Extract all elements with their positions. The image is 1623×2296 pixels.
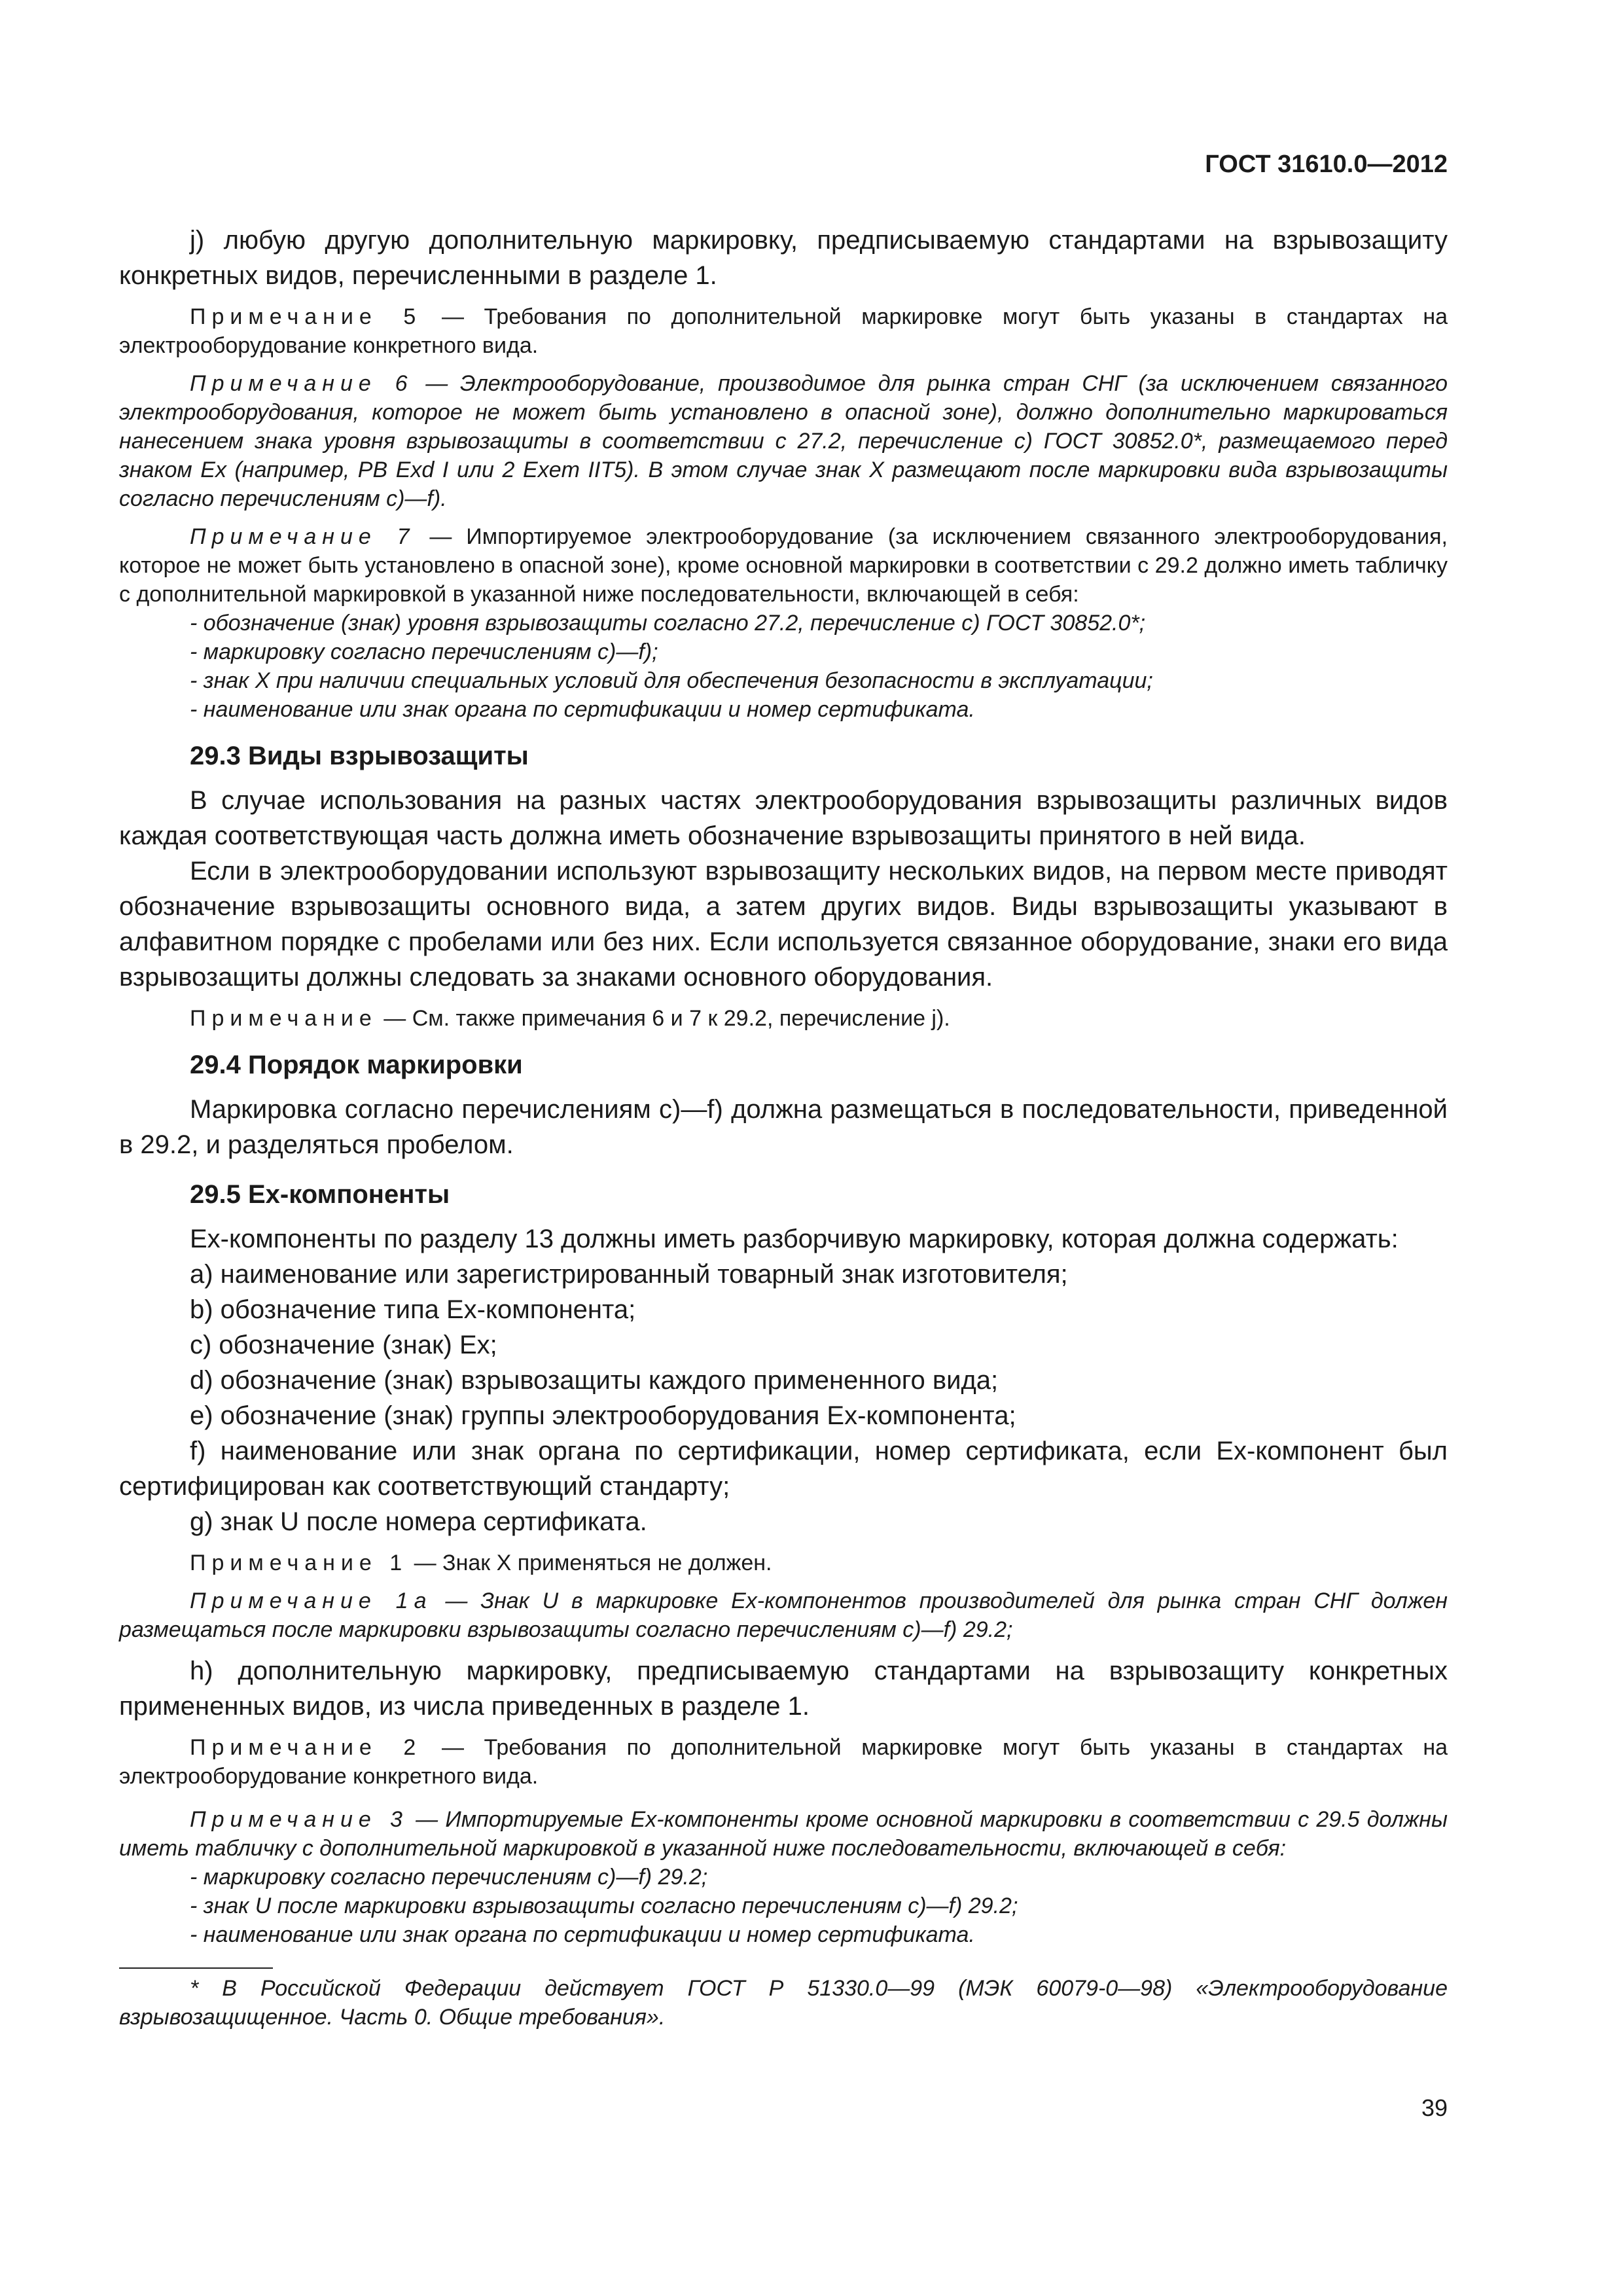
note-3-item: - маркировку согласно перечислениям с)—f) 29.2; bbox=[190, 1865, 708, 1890]
section-29-5-note-1 bbox=[119, 1549, 1448, 1577]
note-1-text: — Знак X применяться не должен. bbox=[408, 1551, 772, 1575]
section-29-3-title: 29.3 Виды взрывозащиты bbox=[190, 742, 529, 770]
section-29-3-note-text: — См. также примечания 6 и 7 к 29.2, перечисление j). bbox=[377, 1006, 950, 1031]
note-7-item: - знак X при наличии специальных условий для обеспечения безопасности в эксплуатации; bbox=[190, 668, 1153, 693]
note-7-label: Примечание 7 bbox=[190, 524, 416, 549]
note-5-label: Примечание 5 bbox=[190, 304, 422, 329]
note-7 bbox=[119, 522, 1448, 609]
section-29-5-item: c) обозначение (знак) Ex; bbox=[190, 1331, 497, 1359]
note-3-item: - знак U после маркировки взрывозащиты согласно перечислениям с)—f) 29.2; bbox=[190, 1893, 1018, 1918]
section-29-4-title: 29.4 Порядок маркировки bbox=[190, 1050, 523, 1079]
note-7-item: - обозначение (знак) уровня взрывозащиты согласно 27.2, перечисление с) ГОСТ 30852.0*; bbox=[190, 611, 1146, 636]
note-7-item: - маркировку согласно перечислениям с)—f); bbox=[190, 639, 658, 664]
note-2-text: — Требования по дополнительной маркировке могут быть указаны в стандартах на электрооборудование конкретного вида. bbox=[119, 1735, 1448, 1789]
section-29-5-item: b) обозначение типа Ex-компонента; bbox=[190, 1295, 636, 1324]
note-3-text: — Импортируемые Ex-компоненты кроме основной маркировки в соответствии с 29.5 должны иметь табличку с дополнительной маркировкой в указанной ниже последовательности, включающей в себя: bbox=[119, 1807, 1448, 1861]
note-6-text: — Электрооборудование, производимое для рынка стран СНГ (за исключением связанного электрооборудования, которое не может быть установлено в опасной зоне), должно дополнительно маркироваться нанесением знака уровня взрывозащиты в соответствии с 27.2, перечисление с) ГОСТ 30852.0*, размещаемого перед знаком Ex (например, PB Exd I или 2 Exem IIT5). В этом случае знак X размещают после маркировки вида взрывозащиты согласно перечислениям с)—f). bbox=[119, 371, 1448, 511]
section-29-5-note-3 bbox=[119, 1805, 1448, 1863]
note-5 bbox=[119, 302, 1448, 360]
section-29-5-note-2 bbox=[119, 1733, 1448, 1791]
note-6-label: Примечание 6 bbox=[190, 371, 414, 396]
section-29-3-paragraph: В случае использования на разных частях электрооборудования взрывозащиты различных видов каждая соответствующая часть должна иметь обозначение взрывозащиты принятого в ней вида. bbox=[119, 786, 1448, 850]
page-number: 39 bbox=[1421, 2094, 1448, 2121]
document-page bbox=[119, 0, 1448, 2296]
section-29-3-note-label: Примечание bbox=[190, 1006, 378, 1031]
section-29-4-paragraph: Маркировка согласно перечислениям с)—f) должна размещаться в последовательности, приведенной в 29.2, и разделяться пробелом. bbox=[119, 1095, 1448, 1159]
section-29-3-paragraph: Если в электрооборудовании используют взрывозащиту нескольких видов, на первом месте приводят обозначение взрывозащиты основного вида, а затем других видов. Виды взрывозащиты указывают в алфавитном порядке с пробелами или без них. Если используется связанное оборудование, знаки его вида взрывозащиты должны следовать за знаками основного оборудования. bbox=[119, 857, 1448, 992]
footnote: * В Российской Федерации действует ГОСТ Р 51330.0—99 (МЭК 60079-0—98) «Электрооборудование взрывозащищенное. Часть 0. Общие требования». bbox=[119, 1976, 1448, 2030]
note-2-label: Примечание 2 bbox=[190, 1735, 422, 1760]
page-content bbox=[119, 223, 1448, 2032]
section-29-5-item: f) наименование или знак органа по сертификации, номер сертификата, если Ex-компонент был сертифицирован как соответствующий стандарту; bbox=[119, 1437, 1448, 1501]
item-h: h) дополнительную маркировку, предписываемую стандартами на взрывозащиту конкретных примененных видов, из числа приведенных в разделе 1. bbox=[119, 1657, 1448, 1721]
note-6 bbox=[119, 369, 1448, 513]
note-3-item: - наименование или знак органа по сертификации и номер сертификата. bbox=[190, 1922, 975, 1947]
note-1a-text: — Знак U в маркировке Ex-компонентов производителей для рынка стран СНГ должен размещаться после маркировки взрывозащиты согласно перечислениям с)—f) 29.2; bbox=[119, 1588, 1448, 1642]
section-29-5-title: 29.5 Ex-компоненты bbox=[190, 1180, 450, 1209]
footnote-separator bbox=[119, 1967, 273, 1969]
note-1a-label: Примечание 1a bbox=[190, 1588, 433, 1613]
item-j: j) любую другую дополнительную маркировку, предписываемую стандартами на взрывозащиту конкретных видов, перечисленными в разделе 1. bbox=[119, 226, 1448, 290]
section-29-5-item: g) знак U после номера сертификата. bbox=[190, 1507, 647, 1536]
section-29-3-note bbox=[119, 1004, 1448, 1033]
note-1-label: Примечание 1 bbox=[190, 1551, 408, 1575]
note-3-label: Примечание 3 bbox=[190, 1807, 408, 1832]
note-7-item: - наименование или знак органа по сертификации и номер сертификата. bbox=[190, 697, 975, 722]
section-29-5-item: a) наименование или зарегистрированный товарный знак изготовителя; bbox=[190, 1260, 1068, 1289]
section-29-5-item: d) обозначение (знак) взрывозащиты каждого примененного вида; bbox=[190, 1366, 999, 1395]
note-5-text: — Требования по дополнительной маркировке могут быть указаны в стандартах на электрооборудование конкретного вида. bbox=[119, 304, 1448, 358]
note-7-text: — Импортируемое электрооборудование (за исключением связанного электрооборудования, которое не может быть установлено в опасной зоне), кроме основной маркировки в соответствии с 29.2 должно иметь табличку с дополнительной маркировкой в указанной ниже последовательности, включающей в себя: bbox=[119, 524, 1448, 607]
standard-header: ГОСТ 31610.0—2012 bbox=[1205, 151, 1448, 178]
section-29-5-item: e) обозначение (знак) группы электрооборудования Ex-компонента; bbox=[190, 1401, 1016, 1430]
section-29-5-intro: Ex-компоненты по разделу 13 должны иметь разборчивую маркировку, которая должна содержать: bbox=[190, 1225, 1399, 1253]
section-29-5-note-1a bbox=[119, 1587, 1448, 1644]
